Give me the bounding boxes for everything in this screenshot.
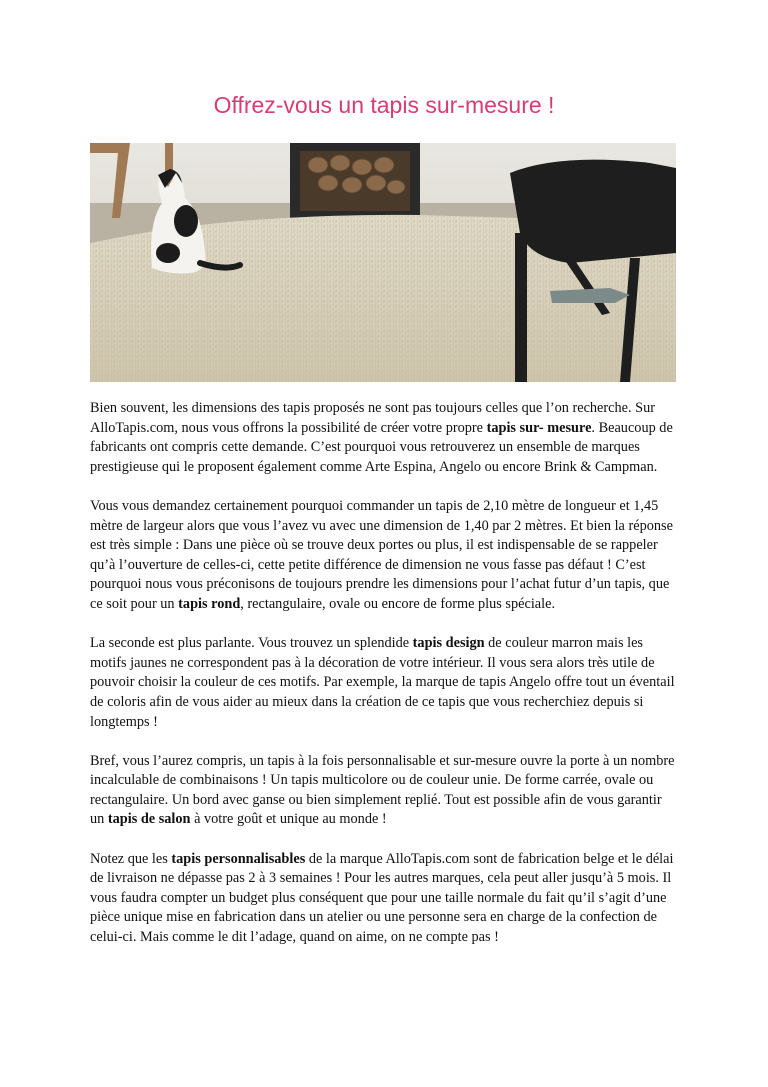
paragraph-2-text-a: Vous vous demandez certainement pourquoi commander un tapis de 2,10 mètre de longueur et 1,45 mètre de largeur alors que vous l’avez vu avec une dimension de 1,40 par 2 mètres. Et bien la réponse est très simple : Dans une pièce où se trouve deux portes ou plus, il est indispensable de se rappeler qu’à l’ouverture de celles-ci, cette petite différence de dimension ne vous fasse pas défaut ! C’est pourquoi nous vous préconisons de toujours prendre les dimensions pour l’achat futur d’un tapis, que ce soit pour un [90,497,673,612]
paragraph-3-text-b: de couleur marron mais les motifs jaunes ne correspondent pas à la décoration de votre intérieur. Il vous sera alors très utile de pouvoir choisir la couleur de ces motifs. Par exemple, la marque de tapis Angelo offre tout un éventail de coloris afin de vous aider au mieux dans la création de ce tapis que vous recherchiez depuis si longtemps ! [90,635,675,730]
paragraph-5 [90,850,678,948]
page-title: Offrez-vous un tapis sur-mesure ! [213,92,555,118]
paragraph-3 [90,634,678,732]
link-tapis-personnalisables: tapis personnalisables [171,850,306,867]
rug-photo [90,143,676,382]
link-tapis-design: tapis design [412,635,485,652]
link-tapis-rond: tapis rond [178,595,241,612]
link-tapis-sur-mesure: tapis sur- mesure [486,419,592,436]
paragraph-1-text-b: . Beaucoup de fabricants ont compris cette demande. C’est pourquoi vous retrouverez un ensemble de marques prestigieuse qui le proposent également comme Arte Espina, Angelo ou encore Brink & Campman. [90,419,673,475]
paragraph-2 [90,497,678,615]
paragraph-5-text-b: de la marque AlloTapis.com sont de fabrication belge et le délai de livraison ne dépasse pas 2 à 3 semaines ! Pour les autres marques, cela peut aller jusqu’à 5 mois. Il vous faudra compter un budget plus conséquent que pour une taille normale du fait qu’il s’agit d’une pièce unique mise en fabrication dans un atelier ou une personne sera en charge de la confection de celui-ci. Mais comme le dit l’adage, quand on aime, on ne compte pas ! [90,850,674,946]
paragraph-1-text-a: Bien souvent, les dimensions des tapis proposés ne sont pas toujours celles que l’on recherche. Sur AlloTapis.com, nous vous offrons la possibilité de créer votre propre [90,400,656,436]
link-tapis-de-salon: tapis de salon [107,811,191,828]
paragraph-3-text-a: La seconde est plus parlante. Vous trouvez un splendide [90,635,413,652]
paragraph-2-text-b: , rectangulaire, ovale ou encore de forme plus spéciale. [240,595,556,612]
paragraph-4-text-b: à votre goût et unique au monde ! [190,811,387,828]
paragraph-1 [90,399,678,477]
article-body [90,399,678,967]
paragraph-4 [90,752,678,830]
paragraph-4-text-a: Bref, vous l’aurez compris, un tapis à la fois personnalisable et sur-mesure ouvre la porte à un nombre incalculable de combinaisons ! Un tapis multicolore ou de couleur unie. De forme carrée, ovale ou rectangulaire. Un bord avec ganse ou bien simplement replié. Tout est possible afin de vous garantir un [90,752,675,828]
paragraph-5-text-a: Notez que les [90,850,172,867]
